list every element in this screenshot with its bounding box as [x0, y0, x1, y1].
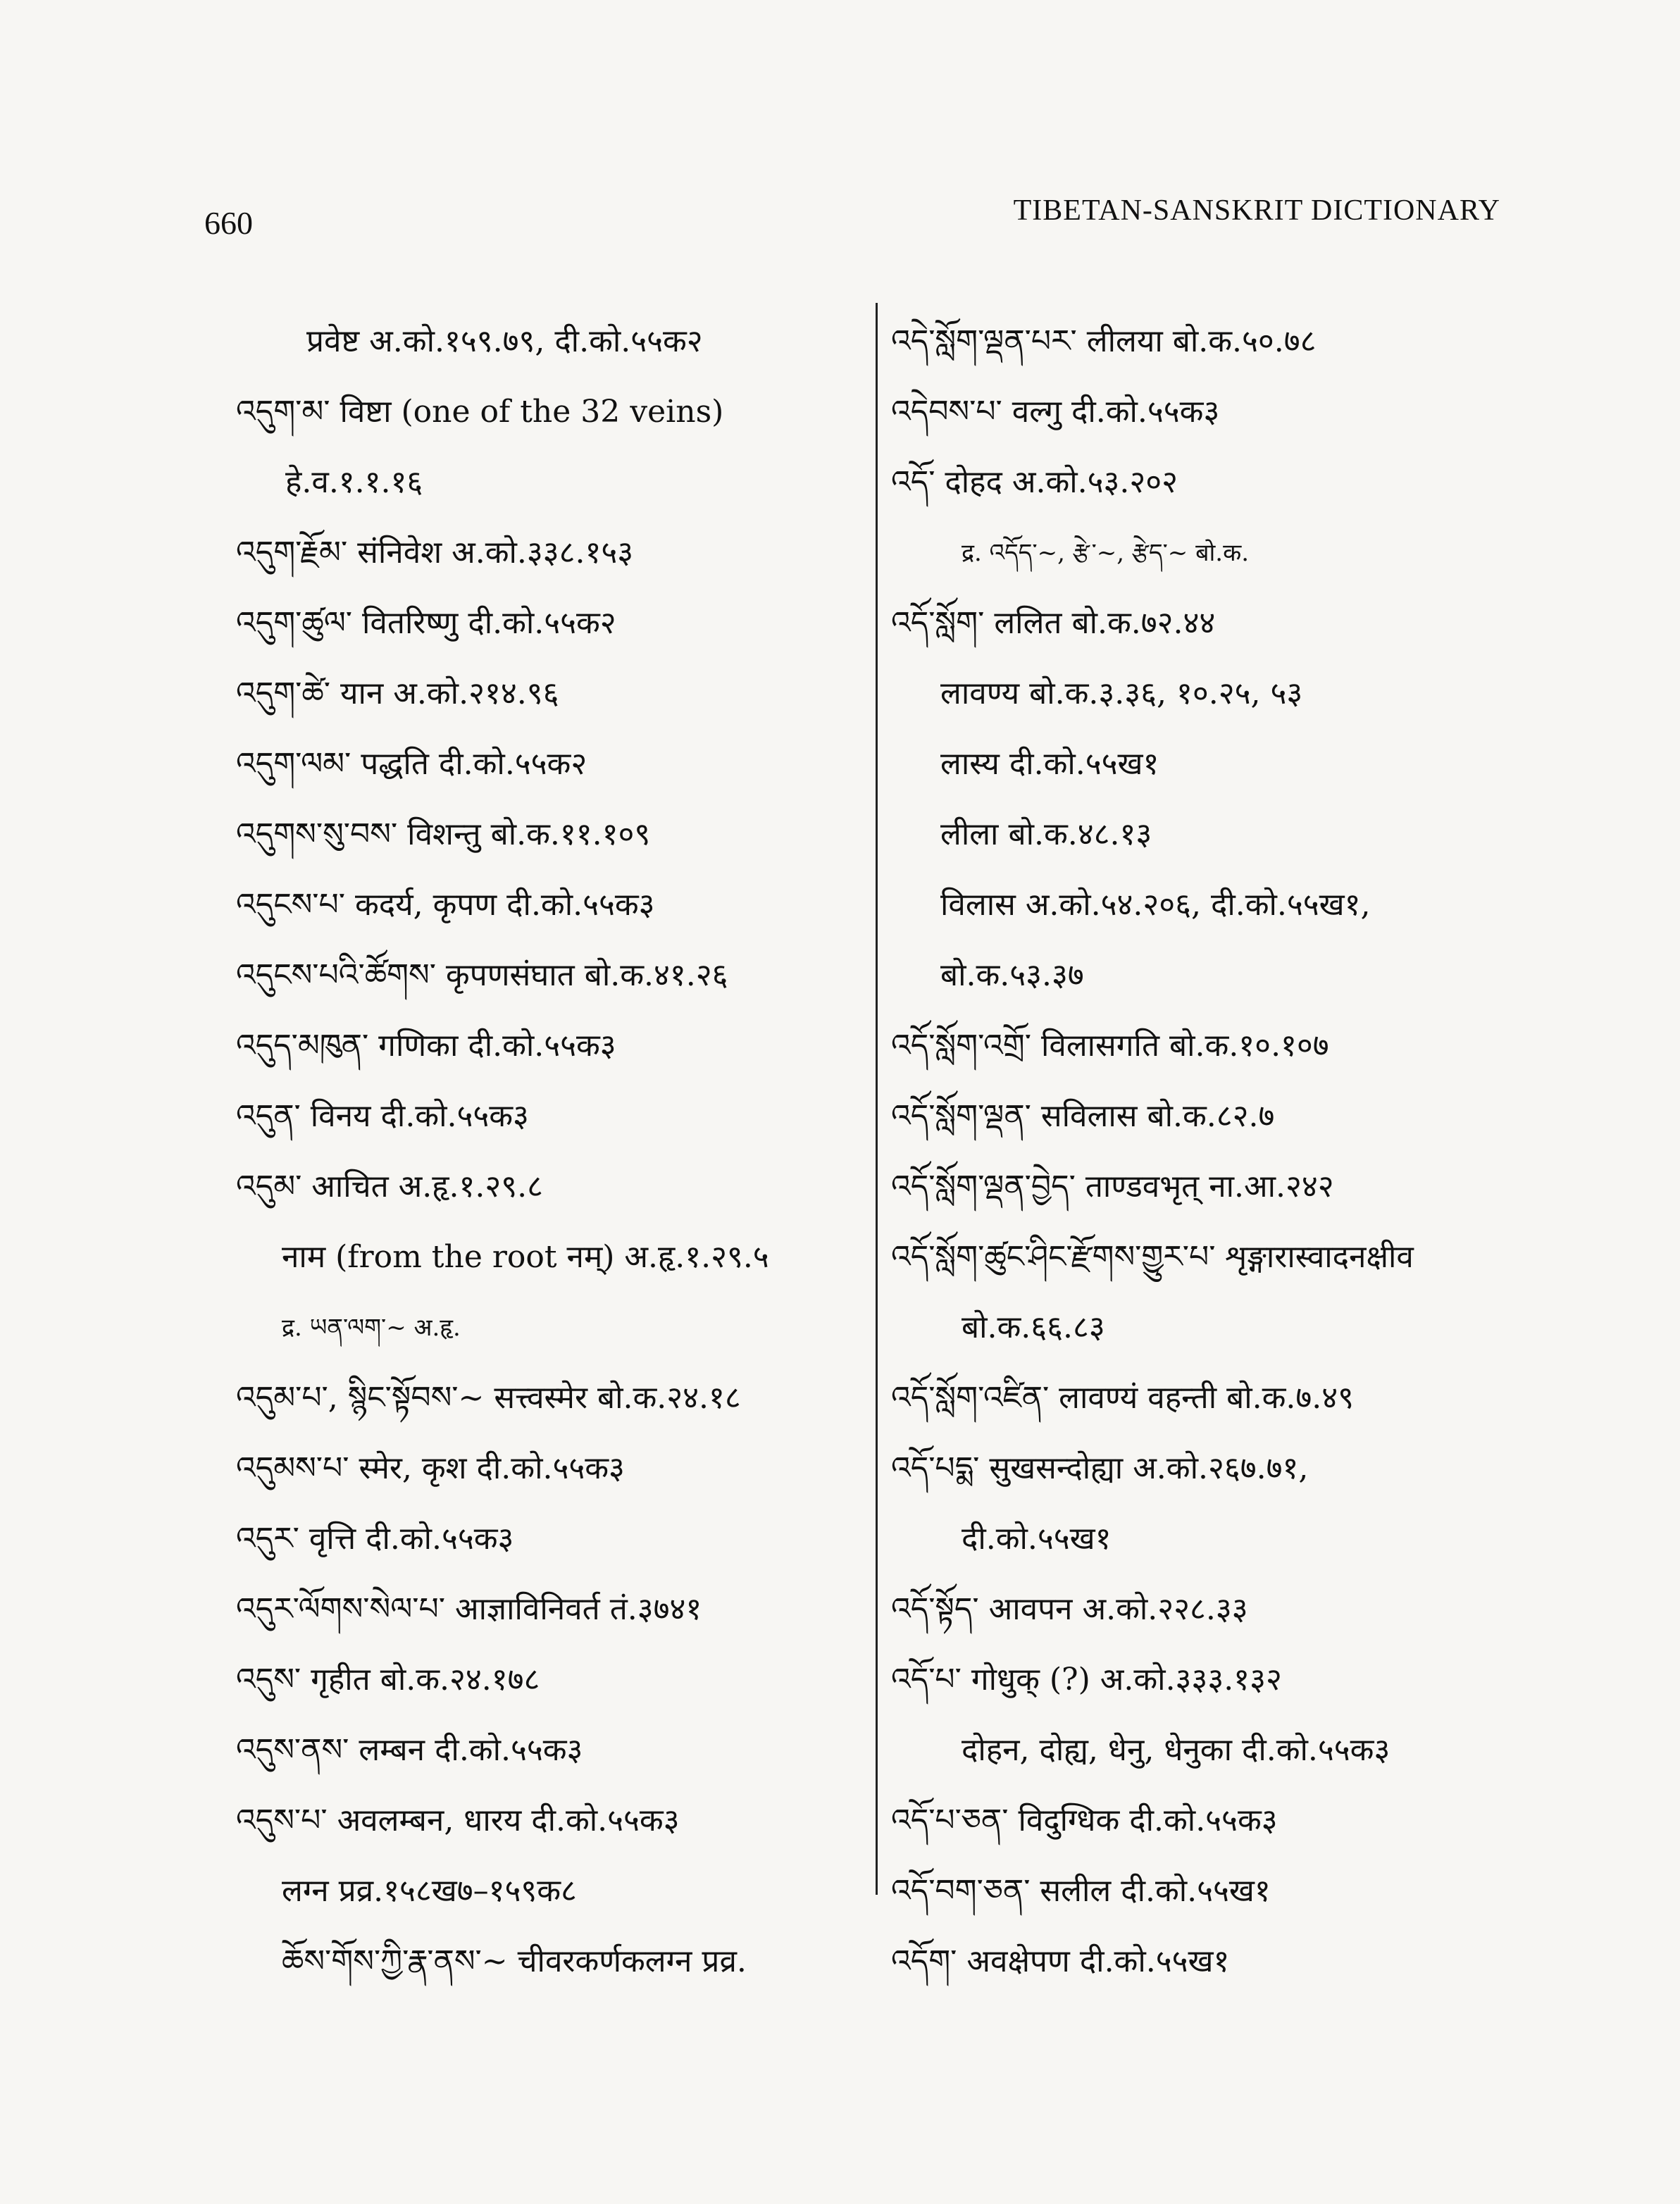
dictionary-entry — [236, 1363, 870, 1433]
dictionary-entry — [236, 1504, 870, 1574]
left-column — [236, 306, 870, 1997]
entry-text: འདུར་ वृत्ति दी.को.५५क३ — [236, 1521, 514, 1557]
entry-text: འདོ་སློག་འགྲོ་ विलासगति बो.क.१०.१०७ — [891, 1028, 1329, 1064]
entry-text: हे.व.१.१.१६ — [285, 464, 423, 500]
entry-text: འདེབས་པ་ वल्गु दी.को.५५क३ — [891, 394, 1220, 430]
entry-text: दोहन, दोह्य, धेनु, धेनुका दी.को.५५क३ — [962, 1732, 1390, 1768]
dictionary-entry — [236, 306, 870, 377]
dictionary-entry — [891, 1715, 1595, 1786]
dictionary-entry — [236, 729, 870, 799]
dictionary-entry — [891, 799, 1595, 870]
dictionary-entry — [891, 1574, 1595, 1645]
dictionary-entry — [891, 1363, 1595, 1433]
dictionary-entry — [891, 1926, 1595, 1997]
dictionary-entry — [236, 870, 870, 940]
entry-text: लास्य दी.को.५५ख१ — [940, 746, 1159, 782]
entry-text: འདོ་པདྨ་ सुखसन्दोह्या अ.को.२६७.७१, — [891, 1450, 1309, 1486]
entry-text: འདུད་མཁུན་ गणिका दी.को.५५क३ — [236, 1028, 616, 1064]
dictionary-entry — [891, 659, 1595, 729]
entry-text: འདུག་མ་ विष्टा (one of the 32 veins) — [236, 394, 724, 430]
entry-text: འདོ་པ་ गोधुक् (?) अ.को.३३३.१३२ — [891, 1662, 1282, 1698]
dictionary-entry — [891, 377, 1595, 447]
entry-text: द्र. འདོད་~, རྩེ་~, རྩེད་~ बो.क. — [962, 539, 1250, 567]
dictionary-entry — [236, 1856, 870, 1926]
entry-text: འདུམས་པ་ स्मेर, कृश दी.को.५५क३ — [236, 1450, 625, 1486]
entry-text: विलास अ.को.५४.२०६, दी.को.५५ख१, — [940, 887, 1371, 923]
entry-text: लीला बो.क.४८.१३ — [940, 816, 1152, 852]
dictionary-entry — [236, 1433, 870, 1504]
entry-text: འདོ་སློག་ལྡན་བྱེད་ ताण्डवभृत् ना.आ.२४२ — [891, 1169, 1334, 1204]
dictionary-entry — [891, 518, 1595, 588]
entry-text: འདུངས་པའི་ཚོགས་ कृपणसंघात बो.क.४१.२६ — [236, 957, 728, 993]
entry-text: दी.को.५५ख१ — [962, 1521, 1112, 1557]
dictionary-entry — [236, 588, 870, 659]
dictionary-entry — [891, 870, 1595, 940]
dictionary-entry — [236, 1715, 870, 1786]
entry-text: འདུག་ཚེ་ यान अ.को.२१४.९६ — [236, 675, 559, 711]
entry-text: प्रवेष्ट अ.को.१५९.७९, दी.को.५५क२ — [306, 323, 703, 359]
dictionary-entry — [891, 1645, 1595, 1715]
dictionary-entry — [236, 799, 870, 870]
entry-text: लग्न प्रव्र.१५८ख७–१५९क८ — [282, 1873, 577, 1909]
dictionary-entry — [236, 518, 870, 588]
dictionary-entry — [236, 1222, 870, 1293]
dictionary-entry — [891, 1152, 1595, 1222]
entry-text: འདུག་ལམ་ पद्धति दी.को.५५क२ — [236, 746, 587, 782]
dictionary-entry — [236, 1081, 870, 1152]
dictionary-entry — [236, 1786, 870, 1856]
dictionary-entry — [236, 1926, 870, 1997]
dictionary-entry — [236, 377, 870, 447]
entry-text: बो.क.६६.८३ — [962, 1309, 1105, 1345]
running-head: TIBETAN-SANSKRIT DICTIONARY — [1013, 194, 1500, 227]
entry-text: འདོ་བག་ཅན་ सलील दी.को.५५ख१ — [891, 1873, 1271, 1909]
dictionary-entry — [891, 1011, 1595, 1081]
entry-text: འདོ་སློག་ལྡན་ सविलास बो.क.८२.७ — [891, 1098, 1275, 1134]
dictionary-entry — [891, 1293, 1595, 1363]
dictionary-entry — [891, 588, 1595, 659]
dictionary-entry — [891, 447, 1595, 518]
entry-text: འདོག་ अवक्षेपण दी.को.५५ख१ — [891, 1943, 1230, 1979]
dictionary-entry — [891, 1856, 1595, 1926]
dictionary-entry — [891, 1504, 1595, 1574]
dictionary-entry — [891, 940, 1595, 1011]
dictionary-entry — [891, 729, 1595, 799]
entry-text: འདོ་པ་ཅན་ विदुग्धिक दी.को.५५क३ — [891, 1803, 1278, 1838]
dictionary-entry — [236, 1011, 870, 1081]
dictionary-entry — [236, 659, 870, 729]
entry-text: འདོ་སློག་ ललित बो.क.७२.४४ — [891, 605, 1216, 641]
entry-text: ཆོས་གོས་ཀྱི་རྣ་ནས་~ चीवरकर्णकलग्न प्रव्र. — [282, 1943, 747, 1979]
entry-text: འདོ་སློག་ཚུང་ཤིང་རྫོགས་གྱུར་པ་ शृङ्गारास्वादनक्षीव — [891, 1239, 1414, 1275]
entry-text: འདུམ་ आचित अ.हृ.१.२९.८ — [236, 1169, 543, 1204]
right-column — [891, 306, 1595, 1997]
entry-text: འདུགས་སུ་བས་ विशन्तु बो.क.११.१०९ — [236, 816, 651, 852]
dictionary-entry — [891, 1081, 1595, 1152]
dictionary-entry — [236, 447, 870, 518]
entry-text: द्र. ཡན་ལག་~ अ.हृ. — [282, 1314, 461, 1342]
dictionary-entry — [236, 1645, 870, 1715]
dictionary-entry — [236, 1574, 870, 1645]
entry-text: འདུས་ गृहीत बो.क.२४.१७८ — [236, 1662, 540, 1698]
dictionary-entry — [236, 1293, 870, 1363]
entry-text: འདུངས་པ་ कदर्य, कृपण दी.को.५५क३ — [236, 887, 655, 923]
dictionary-entry — [236, 940, 870, 1011]
entry-text: लावण्य बो.क.३.३६, १०.२५, ५३ — [940, 675, 1303, 711]
dictionary-entry — [891, 1222, 1595, 1293]
entry-text: बो.क.५३.३७ — [940, 957, 1084, 993]
dictionary-entry — [236, 1152, 870, 1222]
entry-text: नाम (from the root नम्) अ.हृ.१.२९.५ — [282, 1239, 769, 1275]
entry-text: འདོ་སློག་འཛིན་ लावण्यं वहन्ती बो.क.७.४९ — [891, 1380, 1355, 1416]
entry-text: འདོ་ दोहद अ.को.५३.२०२ — [891, 464, 1178, 500]
entry-text: འདོ་སྟོད་ आवपन अ.को.२२८.३३ — [891, 1591, 1248, 1627]
dictionary-entry — [891, 1433, 1595, 1504]
entry-text: འདུས་པ་ अवलम्बन, धारय दी.को.५५क३ — [236, 1803, 680, 1838]
entry-text: འདུག་རྗོམ་ संनिवेश अ.को.३३८.१५३ — [236, 535, 634, 571]
page-number: 660 — [204, 205, 253, 241]
column-divider — [876, 303, 878, 1895]
entry-text: འདུར་ལོགས་སེལ་པ་ आज्ञाविनिवर्त तं.३७४१ — [236, 1591, 702, 1627]
entry-text: འདུག་ཚུལ་ वितरिष्णु दी.को.५५क२ — [236, 605, 616, 641]
entry-text: འདུམ་པ་, སྙིང་སྟོབས་~ सत्त्वस्मेर बो.क.२४.१८ — [236, 1380, 741, 1416]
entry-text: འདེ་སློག་ལྡན་པར་ लीलया बो.क.५०.७८ — [891, 323, 1317, 359]
entry-text: འདུས་ནས་ लम्बन दी.को.५५क३ — [236, 1732, 583, 1768]
dictionary-entry — [891, 306, 1595, 377]
entry-text: འདུན་ विनय दी.को.५५क३ — [236, 1098, 529, 1134]
dictionary-entry — [891, 1786, 1595, 1856]
